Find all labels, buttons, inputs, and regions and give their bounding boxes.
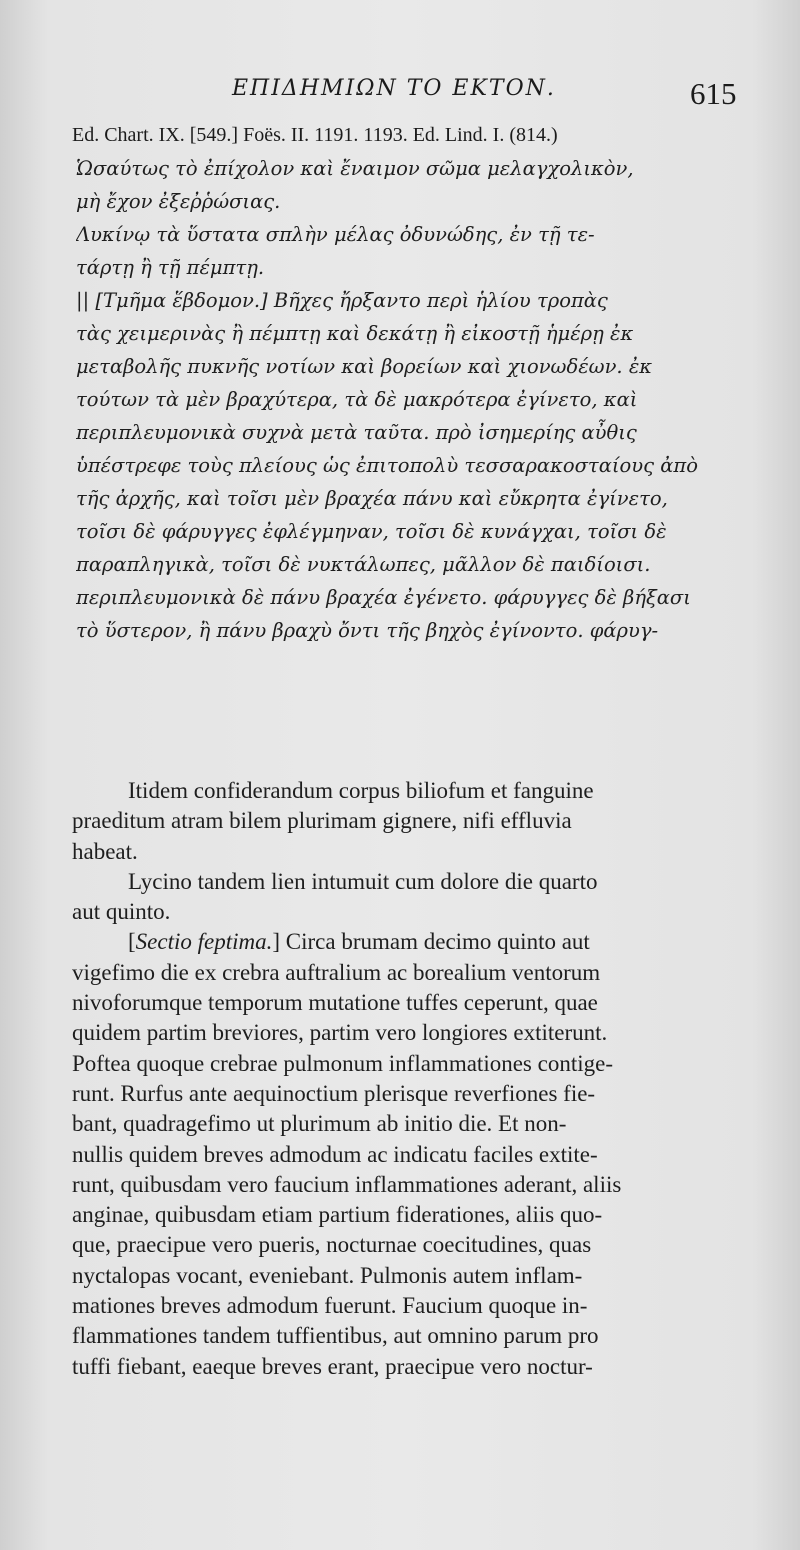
latin-line: aut quinto. (72, 899, 171, 925)
greek-line: τῆς ἀρχῆς, καὶ τοῖσι μὲν βραχέα πάνυ καὶ εὔκρητα ἐγίνετο, (76, 487, 668, 510)
latin-line: habeat. (72, 838, 138, 864)
latin-line: nivoforumque temporum mutatione tuffes ceperunt, quae (72, 990, 598, 1016)
latin-line: runt, quibusdam vero faucium inflammationes aderant, aliis (72, 1171, 622, 1197)
page-number: 615 (690, 76, 737, 111)
latin-line: nullis quidem breves admodum ac indicatu faciles extite- (72, 1141, 598, 1167)
latin-line: praeditum atram bilem plurimam gignere, nifi effluvia (72, 808, 572, 834)
latin-line: tuffi fiebant, eaeque breves erant, praecipue vero noctur- (72, 1353, 593, 1379)
latin-line: Itidem confiderandum corpus biliofum et fanguine (128, 778, 594, 803)
greek-line: παραπληγικὰ, τοῖσι δὲ νυκτάλωπες, μᾶλλον δὲ παιδίοισι. (76, 553, 651, 576)
section-label: Sectio feptima. (135, 929, 273, 955)
latin-line: Poftea quoque crebrae pulmonum inflammationes contige- (72, 1050, 613, 1076)
greek-line: περιπλευμονικὰ δὲ πάνυ βραχέα ἐγένετο. φάρυγγες δὲ βήξασι (76, 586, 691, 609)
latin-line: anginae, quibusdam etiam partium fiderationes, aliis quo- (72, 1202, 603, 1228)
latin-line: runt. Rurfus ante aequinoctium plerisque reverfiones fie- (72, 1080, 596, 1106)
greek-text-block (76, 152, 742, 647)
edition-reference-line: Ed. Chart. IX. [549.] Foës. II. 1191. 1193. Ed. Lind. I. (814.) (72, 124, 558, 146)
greek-line: τούτων τὰ μὲν βραχύτερα, τὰ δὲ μακρότερα ἐγίνετο, καὶ (76, 388, 638, 411)
greek-line: || [Τμῆμα ἕβδομον.] Βῆχες ἤρξαντο περὶ ἡλίου τροπὰς (76, 289, 608, 312)
latin-section-line: [Sectio feptima.] Circa brumam decimo quinto aut (128, 929, 590, 955)
greek-line: Ὡσαύτως τὸ ἐπίχολον καὶ ἔναιμον σῶμα μελαγχολικὸν, (76, 157, 634, 180)
greek-line: περιπλευμονικὰ συχνὰ μετὰ ταῦτα. πρὸ ἰσημερίης αὖθις (76, 421, 637, 444)
greek-line: τοῖσι δὲ φάρυγγες ἐφλέγμηναν, τοῖσι δὲ κυνάγχαι, τοῖσι δὲ (76, 520, 667, 543)
latin-line: Lycino tandem lien intumuit cum dolore die quarto (128, 868, 598, 894)
greek-line: τάρτῃ ἢ τῇ πέμπτῃ. (76, 256, 265, 279)
greek-line: μεταβολῆς πυκνῆς νοτίων καὶ βορείων καὶ χιονωδέων. ἐκ (76, 355, 653, 378)
latin-text-block (72, 776, 742, 1382)
latin-line-text: Circa brumam decimo quinto aut (285, 929, 590, 955)
latin-line: nyctalopas vocant, eveniebant. Pulmonis autem inflam- (72, 1262, 583, 1288)
greek-line: τὸ ὕστερον, ἢ πάνυ βραχὺ ὄντι τῆς βηχὸς ἐγίνοντο. φάρυγ- (76, 619, 659, 642)
greek-line: ὑπέστρεφε τοὺς πλείους ὡς ἐπιτοπολὺ τεσσαρακοσταίους ἀπὸ (76, 454, 698, 477)
latin-line: flammationes tandem tuffientibus, aut omnino parum pro (72, 1323, 599, 1349)
latin-line: vigefimo die ex crebra auftralium ac borealium ventorum (72, 959, 601, 985)
greek-line: μὴ ἔχον ἐξεῤῥώσιας. (76, 190, 281, 213)
latin-line: quidem partim breviores, partim vero longiores extiterunt. (72, 1020, 608, 1046)
latin-line: mationes breves admodum fuerunt. Faucium quoque in- (72, 1293, 588, 1319)
greek-line: Λυκίνῳ τὰ ὕστατα σπλὴν μέλας ὀδυνώδης, ἐν τῇ τε- (76, 223, 595, 246)
greek-line: τὰς χειμερινὰς ἢ πέμπτῃ καὶ δεκάτῃ ἢ εἰκοστῇ ἡμέρῃ ἐκ (76, 322, 634, 345)
latin-line: que, praecipue vero pueris, nocturnae coecitudines, quas (72, 1232, 592, 1258)
latin-line: bant, quadragefimo ut plurimum ab initio die. Et non- (72, 1111, 567, 1137)
running-title: ΕΠΙΔΗΜΙΩΝ ΤΟ ΕΚΤΟΝ. (232, 76, 556, 101)
